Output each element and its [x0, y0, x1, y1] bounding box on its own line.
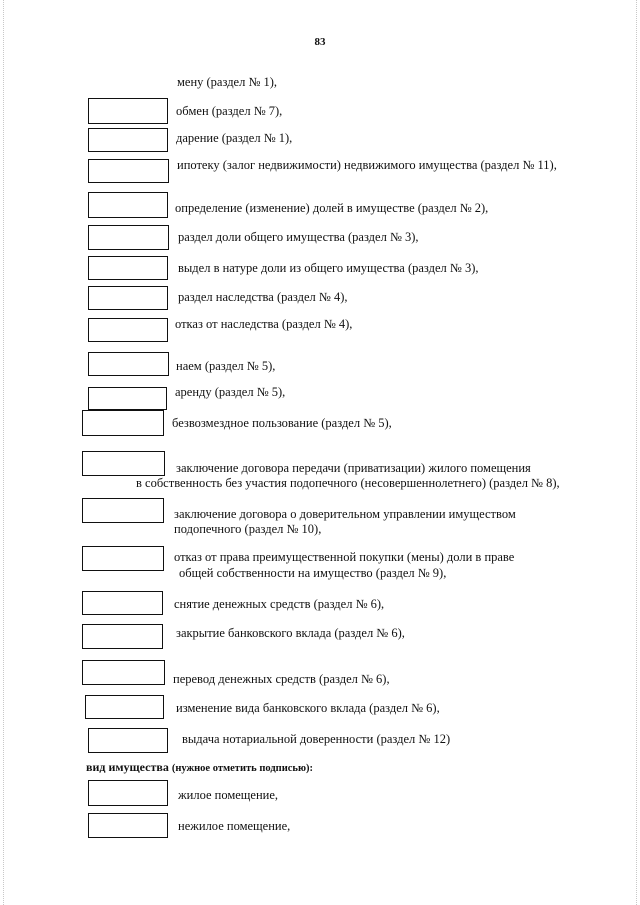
item-mena-label: мену (раздел № 1),	[177, 75, 278, 89]
item-izmenenie-vida-vklada-label: изменение вида банковского вклада (раздел № 6),	[176, 701, 440, 715]
item-zakrytie-vklada-label: закрытие банковского вклада (раздел № 6),	[176, 626, 405, 640]
item-vydel-v-nature-label: выдел в натуре доли из общего имущества (раздел № 3),	[178, 261, 479, 275]
item-obmen-label: обмен (раздел № 7),	[176, 104, 283, 118]
item-privatizaciya-line1: заключение договора передачи (приватизации) жилого помещения	[176, 461, 531, 475]
checkbox-razdel-nasledstva[interactable]	[88, 286, 168, 310]
scan-edge-left	[3, 0, 4, 905]
item-snyatie-denezhnyh-sredstv-label: снятие денежных средств (раздел № 6),	[174, 597, 385, 611]
item-arenda-label: аренду (раздел № 5),	[175, 385, 286, 399]
checkbox-razdel-doli[interactable]	[88, 225, 169, 250]
item-otkaz-preimushchestvennoy-pokupki-line2: общей собственности на имущество (раздел № 9),	[179, 566, 447, 580]
checkbox-zhiloe-pomeshchenie[interactable]	[88, 780, 168, 806]
item-razdel-doli-label: раздел доли общего имущества (раздел № 3),	[178, 230, 419, 244]
checkbox-nezhiloe-pomeshchenie[interactable]	[88, 813, 168, 838]
item-notarialnaya-doverennost-label: выдача нотариальной доверенности (раздел № 12)	[182, 732, 451, 746]
checkbox-ipoteka[interactable]	[88, 159, 169, 183]
checkbox-zakrytie-vklada[interactable]	[82, 624, 163, 649]
checkbox-vydel-v-nature[interactable]	[88, 256, 168, 280]
checkbox-darenie[interactable]	[88, 128, 168, 152]
checkbox-izmenenie-vida-vklada[interactable]	[85, 695, 164, 719]
checkbox-otkaz-preimushchestvennoy-pokupki[interactable]	[82, 546, 164, 571]
item-otkaz-ot-nasledstva-label: отказ от наследства (раздел № 4),	[175, 317, 353, 331]
checkbox-arenda[interactable]	[88, 387, 167, 410]
checkbox-otkaz-ot-nasledstva[interactable]	[88, 318, 168, 342]
option-zhiloe-pomeshchenie-label: жилое помещение,	[178, 788, 279, 802]
item-opredelenie-doley-label: определение (изменение) долей в имуществе (раздел № 2),	[175, 201, 489, 215]
checkbox-naem[interactable]	[88, 352, 169, 376]
item-doveritelnoe-upravlenie-line1: заключение договора о доверительном управлении имуществом	[174, 507, 516, 521]
property-type-title: вид имущества	[86, 760, 169, 774]
option-nezhiloe-pomeshchenie-label: нежилое помещение,	[178, 819, 291, 833]
item-naem-label: наем (раздел № 5),	[176, 359, 276, 373]
checkbox-privatizaciya[interactable]	[82, 451, 165, 476]
scan-edge-right	[636, 0, 637, 905]
checkbox-opredelenie-doley[interactable]	[88, 192, 168, 218]
checkbox-perevod-denezhnyh-sredstv[interactable]	[82, 660, 165, 685]
checkbox-notarialnaya-doverennost[interactable]	[88, 728, 168, 753]
page-number: 83	[314, 36, 326, 48]
property-type-heading	[86, 760, 313, 775]
item-perevod-denezhnyh-sredstv-label: перевод денежных средств (раздел № 6),	[173, 672, 390, 686]
item-privatizaciya-line2: в собственность без участия подопечного (несовершеннолетнего) (раздел № 8),	[136, 476, 560, 490]
item-razdel-nasledstva-label: раздел наследства (раздел № 4),	[178, 290, 348, 304]
checkbox-obmen[interactable]	[88, 98, 168, 124]
item-darenie-label: дарение (раздел № 1),	[176, 131, 293, 145]
item-ipoteka-label: ипотеку (залог недвижимости) недвижимого имущества (раздел № 11),	[177, 158, 557, 172]
property-type-note: (нужное отметить подписью):	[171, 763, 313, 774]
checkbox-bezvozmezdnoe-polzovanie[interactable]	[82, 410, 164, 436]
checkbox-snyatie-denezhnyh-sredstv[interactable]	[82, 591, 163, 615]
item-bezvozmezdnoe-polzovanie-label: безвозмездное пользование (раздел № 5),	[172, 416, 392, 430]
checkbox-doveritelnoe-upravlenie[interactable]	[82, 498, 164, 523]
item-otkaz-preimushchestvennoy-pokupki-line1: отказ от права преимущественной покупки (мены) доли в праве	[174, 550, 515, 564]
item-doveritelnoe-upravlenie-line2: подопечного (раздел № 10),	[174, 522, 322, 536]
